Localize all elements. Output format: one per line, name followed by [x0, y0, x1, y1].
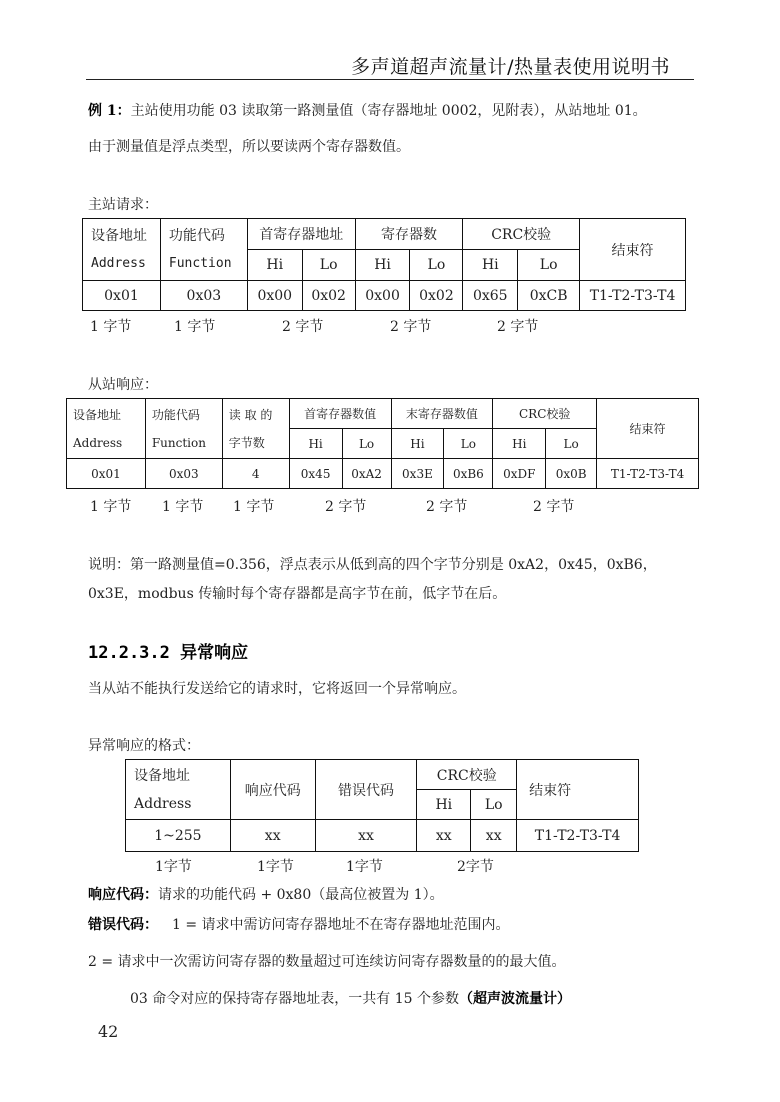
document-header-title: 多声道超声流量计/热量表使用说明书: [351, 56, 670, 78]
request-header-register-count: 寄存器数: [355, 219, 463, 250]
request-header-hi: Hi: [355, 250, 410, 281]
explanation-line-1: 说明：第一路测量值=0.356，浮点表示从低到高的四个字节分别是 0xA2，0x45，0xB6，: [88, 557, 657, 573]
request-cell: 0x00: [247, 281, 302, 311]
command-table-bold: （超声波流量计）: [458, 991, 571, 1007]
request-cell: 0x00: [355, 281, 410, 311]
byte-label: 1 字节: [162, 499, 204, 515]
request-cell: 0x01: [83, 281, 161, 311]
response-header-function: 功能代码 Function: [145, 399, 222, 459]
request-header-hi: Hi: [247, 250, 302, 281]
page-number: 42: [98, 1022, 119, 1041]
request-header-hi: Hi: [463, 250, 518, 281]
example-line-2: 由于测量值是浮点类型，所以要读两个寄存器数值。: [88, 139, 410, 155]
section-heading: 12.2.3.2 异常响应: [88, 643, 249, 663]
byte-label: 2 字节: [390, 319, 432, 335]
byte-label: 2 字节: [497, 319, 539, 335]
command-table-text: 03 命令对应的保持寄存器地址表，一共有 15 个参数: [130, 991, 459, 1007]
byte-label: 2 字节: [282, 319, 324, 335]
exception-header-error-code: 错误代码: [315, 760, 417, 820]
request-cell: T1-T2-T3-T4: [580, 281, 686, 311]
error-code-2-note: 2 = 请求中一次需访问寄存器的数量超过可连续访问寄存器数量的的最大值。: [88, 954, 566, 970]
exception-caption: 异常响应的格式：: [88, 738, 200, 754]
response-header-device-address: 设备地址 Address: [67, 399, 146, 459]
request-header-end: 结束符: [580, 219, 686, 281]
response-cell: 0xDF: [493, 459, 546, 489]
response-cell: 0x01: [67, 459, 146, 489]
byte-label: 2 字节: [533, 499, 575, 515]
byte-label: 1 字节: [90, 319, 132, 335]
response-header-crc: CRC校验: [493, 399, 597, 429]
exception-cell: xx: [471, 820, 517, 852]
request-header-lo: Lo: [302, 250, 355, 281]
response-cell: 4: [222, 459, 289, 489]
byte-label: 2 字节: [325, 499, 367, 515]
request-cell: 0x65: [463, 281, 518, 311]
exception-header-crc: CRC校验: [417, 760, 517, 790]
command-table-note: [130, 988, 571, 1008]
header-rule: [86, 79, 694, 80]
explanation-line-2: 0x3E，modbus 传输时每个寄存器都是高字节在前，低字节在后。: [88, 586, 507, 602]
response-header-first-register: 首寄存器数值: [289, 399, 391, 429]
byte-label: 1 字节: [233, 499, 275, 515]
response-cell: 0x3E: [391, 459, 444, 489]
request-header-lo: Lo: [410, 250, 463, 281]
request-header-device-address: 设备地址 Address: [83, 219, 161, 281]
request-table: [82, 218, 686, 311]
request-cell: 0x02: [410, 281, 463, 311]
example-label: 例 1：: [88, 103, 131, 119]
request-header-lo: Lo: [518, 250, 580, 281]
exception-cell: xx: [417, 820, 471, 852]
byte-label: 2字节: [457, 859, 494, 875]
request-header-start-register: 首寄存器地址: [247, 219, 355, 250]
response-header-hi: Hi: [391, 429, 444, 459]
exception-header-lo: Lo: [471, 790, 517, 820]
example-line-1: [88, 100, 647, 120]
exception-cell: T1-T2-T3-T4: [517, 820, 639, 852]
response-table: [66, 398, 699, 489]
response-header-hi: Hi: [289, 429, 342, 459]
response-header-lo: Lo: [444, 429, 493, 459]
byte-label: 2 字节: [426, 499, 468, 515]
exception-header-hi: Hi: [417, 790, 471, 820]
exception-cell: xx: [315, 820, 417, 852]
byte-label: 1字节: [257, 859, 294, 875]
response-cell: 0x0B: [546, 459, 597, 489]
section-intro: 当从站不能执行发送给它的请求时，它将返回一个异常响应。: [88, 681, 466, 697]
response-header-last-register: 末寄存器数值: [391, 399, 493, 429]
request-header-function: 功能代码 Function: [160, 219, 247, 281]
response-caption: 从站响应：: [88, 377, 158, 393]
response-cell: 0xB6: [444, 459, 493, 489]
response-cell: 0x03: [145, 459, 222, 489]
response-header-hi: Hi: [493, 429, 546, 459]
exception-header-end: 结束符: [517, 760, 639, 820]
error-code-label: 错误代码：: [88, 917, 158, 933]
request-header-crc: CRC校验: [463, 219, 580, 250]
request-caption: 主站请求：: [88, 197, 158, 213]
response-header-end: 结束符: [597, 399, 699, 459]
request-cell: 0xCB: [518, 281, 580, 311]
response-code-text: 请求的功能代码 + 0x80（最高位被置为 1）。: [158, 887, 444, 903]
response-cell: T1-T2-T3-T4: [597, 459, 699, 489]
exception-header-response-code: 响应代码: [230, 760, 315, 820]
exception-cell: xx: [230, 820, 315, 852]
response-header-lo: Lo: [546, 429, 597, 459]
response-header-byte-count: 读 取 的 字节数: [222, 399, 289, 459]
request-cell: 0x03: [160, 281, 247, 311]
response-code-note: [88, 884, 444, 904]
byte-label: 1字节: [155, 859, 192, 875]
byte-label: 1 字节: [90, 499, 132, 515]
response-header-lo: Lo: [342, 429, 391, 459]
request-cell: 0x02: [302, 281, 355, 311]
error-code-text: 1 = 请求中需访问寄存器地址不在寄存器地址范围内。: [172, 917, 510, 933]
example-text-1: 主站使用功能 03 读取第一路测量值（寄存器地址 0002，见附表），从站地址 01。: [130, 103, 647, 119]
response-cell: 0x45: [289, 459, 342, 489]
byte-label: 1字节: [346, 859, 383, 875]
error-code-note: [88, 914, 510, 934]
exception-table: [125, 759, 639, 852]
response-code-label: 响应代码：: [88, 887, 158, 903]
byte-label: 1 字节: [174, 319, 216, 335]
exception-cell: 1~255: [126, 820, 231, 852]
response-cell: 0xA2: [342, 459, 391, 489]
exception-header-device-address: 设备地址 Address: [126, 760, 231, 820]
